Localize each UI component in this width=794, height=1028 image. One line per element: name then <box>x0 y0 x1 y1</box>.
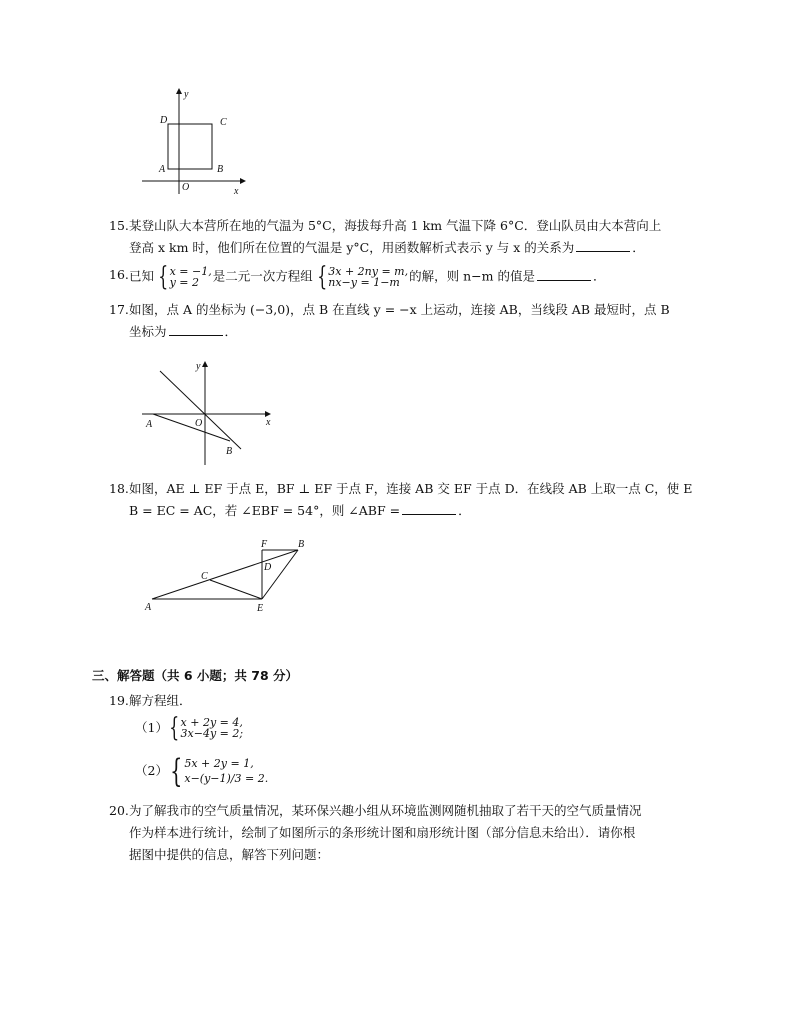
q16-mid: 是二元一次方程组 <box>212 268 313 284</box>
question-text-line2: 作为样本进行统计，绘制了如图所示的条形统计图和扇形统计图（部分信息未给出）．请你根 <box>129 825 636 840</box>
label-C: C <box>201 571 208 582</box>
equation-system-solution <box>155 264 212 290</box>
sys1-row2: y = 2 <box>169 276 199 289</box>
line-y-neg-x <box>160 371 241 449</box>
question-text-line1: 如图，点 A 的坐标为 (−3,0)，点 B 在直线 y = −x 上运动，连接 AB，当线段 AB 最短时，点 B <box>129 302 670 317</box>
answer-blank[interactable] <box>576 238 630 252</box>
label-B: B <box>298 539 305 550</box>
question-text <box>111 264 711 290</box>
equation-system <box>166 715 243 741</box>
segment-EC <box>210 580 262 599</box>
label-B: B <box>217 164 224 175</box>
eq-row1: x + 2y = 4, <box>180 716 243 729</box>
question-text: 解方程组． <box>129 693 192 708</box>
q17-end: ． <box>224 324 238 339</box>
question-text-line2 <box>111 237 711 259</box>
brace: { <box>158 262 169 292</box>
label-C: C <box>220 117 227 128</box>
figure-square-axes <box>138 86 248 198</box>
square-abcd <box>168 124 212 169</box>
question-number: 16. <box>109 267 129 282</box>
equation-system <box>314 264 408 290</box>
label-B: B <box>226 446 233 457</box>
label-A: A <box>146 419 153 430</box>
question-number: 20. <box>109 803 129 818</box>
q15-end: ． <box>632 240 645 255</box>
label-D: D <box>264 562 272 573</box>
q16-pre: 已知 <box>129 268 155 284</box>
q16-post: 的解，则 n−m 的值是 <box>409 268 535 284</box>
label-O: O <box>195 418 203 429</box>
eq-row2: x−(y−1)/3 = 2. <box>184 772 269 785</box>
eq-row2: 3x−4y = 2; <box>180 727 244 740</box>
brace: { <box>317 262 327 292</box>
q16-end: ． <box>592 268 606 284</box>
label-y: y <box>196 361 201 372</box>
question-number: 18. <box>109 481 129 496</box>
question-18 <box>111 478 711 522</box>
answer-blank[interactable] <box>402 501 456 515</box>
label-O: O <box>182 182 190 193</box>
label-y: y <box>184 89 189 100</box>
question-19 <box>111 690 711 712</box>
label-D: D <box>160 115 168 126</box>
sys1-row1: x = −1, <box>169 265 212 278</box>
question-15 <box>111 215 711 259</box>
x-axis-arrow <box>240 178 246 184</box>
q18-end: ． <box>458 503 471 518</box>
brace: { <box>169 713 180 743</box>
y-axis-arrow <box>202 361 208 367</box>
label-A: A <box>145 602 152 613</box>
segment-EB <box>262 550 298 599</box>
figure-triangle-abef <box>140 536 315 616</box>
question-text-line1: 为了解我市的空气质量情况，某环保兴趣小组从环境监测网随机抽取了若干天的空气质量情况 <box>129 803 642 818</box>
brace: { <box>170 752 183 790</box>
question-number: 15. <box>109 218 129 233</box>
q18-line2: B = EC = AC，若 ∠EBF = 54°，则 ∠ABF = <box>129 503 401 518</box>
q17-line2: 坐标为 <box>129 324 167 339</box>
part-label: （1） <box>135 720 168 735</box>
answer-blank[interactable] <box>537 267 591 281</box>
label-F: F <box>261 539 268 550</box>
question-number: 17. <box>109 302 129 317</box>
part-label: （2） <box>135 763 168 778</box>
question-17 <box>111 299 711 343</box>
question-text-line2 <box>111 500 711 522</box>
sys2-row1: 3x + 2ny = m, <box>328 265 409 278</box>
sys2-row2: nx−y = 1−m <box>328 276 400 289</box>
label-A: A <box>159 164 166 175</box>
section-title: 三、解答题（共 6 小题；共 78 分） <box>92 668 299 683</box>
question-text-line2 <box>111 321 711 343</box>
q15-line2: 登高 x km 时，他们所在位置的气温是 y°C，用函数解析式表示 y 与 x 的关系为 <box>129 240 575 255</box>
question-text-line3: 据图中提供的信息，解答下列问题： <box>129 847 330 862</box>
question-text-line1: 某登山队大本营所在地的气温为 5°C，海拔每升高 1 km 气温下降 6°C．登山队员由大本营向上 <box>129 218 662 233</box>
answer-blank[interactable] <box>169 322 223 336</box>
question-16 <box>111 264 711 290</box>
eq-row1: 5x + 2y = 1, <box>184 757 254 770</box>
equation-system <box>166 752 269 790</box>
question-number: 19. <box>109 693 129 708</box>
label-E: E <box>257 603 264 614</box>
label-x: x <box>266 417 271 428</box>
label-x: x <box>234 186 239 197</box>
question-text-line1: 如图，AE ⊥ EF 于点 E，BF ⊥ EF 于点 F，连接 AB 交 EF 于点 D．在线段 AB 上取一点 C，使 E <box>129 481 693 496</box>
q19-part1 <box>135 715 244 741</box>
y-axis-arrow <box>176 88 182 94</box>
segment-AB <box>152 550 298 599</box>
question-20 <box>111 800 711 866</box>
q19-part2 <box>135 752 269 790</box>
figure-line-y-neg-x <box>138 357 278 469</box>
